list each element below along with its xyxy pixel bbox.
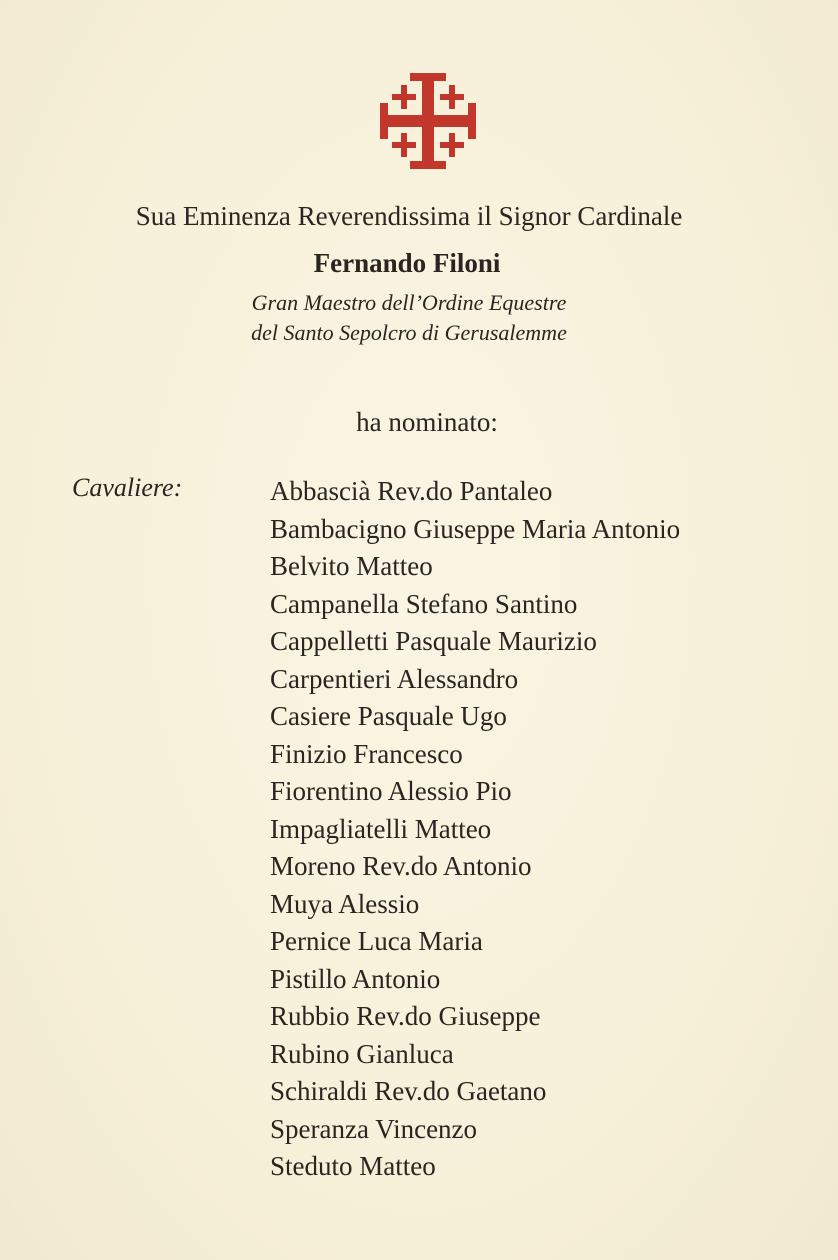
intro-line: Sua Eminenza Reverendissima il Signor Cardinale [135,201,683,231]
grand-master-title-line1: Gran Maestro dell’Ordine Equestre [251,290,567,315]
appointee-name: Casiere Pasquale Ugo [270,701,507,731]
appointee-name: Bambacigno Giuseppe Maria Antonio [270,513,681,544]
appointee-name: Belvito Matteo [270,551,433,581]
appointee-list [270,473,680,1186]
appointee-name: Pistillo Antonio [270,963,441,994]
appointee-name: Impagliatelli Matteo [270,813,492,844]
appointee-name: Schiraldi Rev.do Gaetano [270,1076,547,1106]
appointed-text: ha nominato: [356,407,498,437]
appointee-name: Pernice Luca Maria [270,926,483,956]
appointee-name: Fiorentino Alessio Pio [270,776,512,806]
appointee-name: Finizio Francesco [270,738,463,769]
grand-master-title-line2: del Santo Sepolcro di Gerusalemme [251,320,567,345]
appointee-name: Muya Alessio [270,888,420,919]
appointee-name: Moreno Rev.do Antonio [270,851,532,881]
appointee-name: Steduto Matteo [270,1151,436,1181]
appointee-name: Speranza Vincenzo [270,1113,478,1144]
appointee-name: Cappelletti Pasquale Maurizio [270,626,597,656]
jerusalem-cross-icon [377,71,479,171]
appointee-name: Rubino Gianluca [270,1038,454,1069]
appointee-name: Carpentieri Alessandro [270,663,519,694]
appointee-name: Abbascià Rev.do Pantaleo [270,476,553,506]
grand-master-name: Fernando Filoni [313,248,501,278]
appointee-name: Rubbio Rev.do Giuseppe [270,1001,541,1031]
appointee-name: Campanella Stefano Santino [270,588,578,619]
rank-label: Cavaliere: [72,473,183,502]
